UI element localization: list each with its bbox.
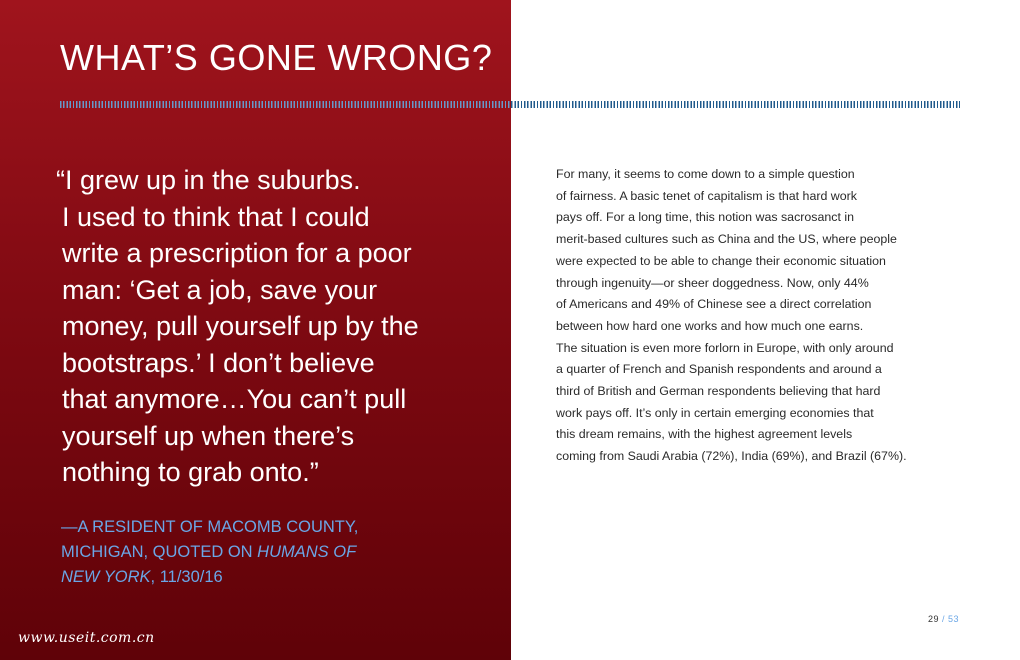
page-title: WHAT’S GONE WRONG? xyxy=(60,37,493,78)
body-line: this dream remains, with the highest agreement levels xyxy=(556,427,853,442)
page-total: 53 xyxy=(948,614,960,624)
quote-line: that anymore…You can’t pull xyxy=(62,384,407,414)
quote-line: nothing to grab onto.” xyxy=(62,457,319,487)
body-line: pays off. For a long time, this notion was sacrosanct in xyxy=(556,210,854,225)
body-paragraph xyxy=(556,164,966,468)
attribution-line-3 xyxy=(61,565,481,590)
body-line: were expected to be able to change their economic situation xyxy=(556,253,886,268)
attribution-source: NEW YORK xyxy=(61,568,151,586)
body-line: of Americans and 49% of Chinese see a direct correlation xyxy=(556,297,872,312)
body-line: between how hard one works and how much one earns. xyxy=(556,318,864,333)
body-line: For many, it seems to come down to a simple question xyxy=(556,167,855,181)
dotted-divider-left xyxy=(60,101,511,108)
attribution-text: MICHIGAN, QUOTED ON xyxy=(61,543,258,561)
body-line: work pays off. It’s only in certain emerging economies that xyxy=(556,405,874,420)
attribution-line-1: —A RESIDENT OF MACOMB COUNTY, xyxy=(61,518,359,536)
quote-line: I used to think that I could xyxy=(62,201,370,232)
pull-quote xyxy=(56,162,476,491)
body-line: of fairness. A basic tenet of capitalism is that hard work xyxy=(556,188,857,203)
attribution-source: HUMANS OF xyxy=(257,543,357,561)
quote-line: write a prescription for a poor xyxy=(62,238,412,268)
quote-attribution xyxy=(61,515,481,590)
quote-line: “I grew up in the suburbs. xyxy=(56,165,361,195)
body-line: The situation is even more forlorn in Europe, with only around xyxy=(556,340,894,355)
attribution-date: , 11/30/16 xyxy=(150,568,223,586)
quote-line: bootstraps.’ I don’t believe xyxy=(62,347,375,378)
body-line: merit-based cultures such as China and the US, where people xyxy=(556,232,897,247)
page-number xyxy=(928,614,959,624)
watermark: www.useit.com.cn xyxy=(18,630,155,646)
body-line: coming from Saudi Arabia (72%), India (69%), and Brazil (67%). xyxy=(556,449,907,464)
quote-line: yourself up when there’s xyxy=(62,420,355,451)
body-line: a quarter of French and Spanish respondents and around a xyxy=(556,362,882,377)
page-separator: / xyxy=(939,614,949,624)
body-line: through ingenuity—or sheer doggedness. Now, only 44% xyxy=(556,275,869,290)
body-line: third of British and German respondents believing that hard xyxy=(556,384,881,399)
quote-line: money, pull yourself up by the xyxy=(62,311,419,341)
page-current: 29 xyxy=(928,614,940,624)
quote-line: man: ‘Get a job, save your xyxy=(62,274,378,305)
attribution-line-2 xyxy=(61,540,481,565)
